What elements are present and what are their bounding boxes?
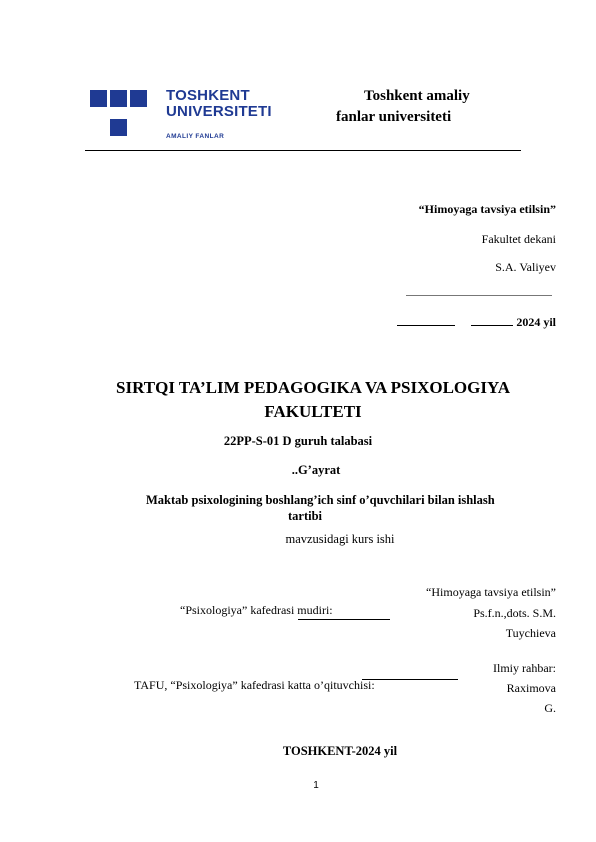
page-number: 1	[313, 780, 319, 791]
date-month-blank	[471, 316, 513, 326]
university-logo-icon	[90, 90, 148, 140]
city-year: TOSHKENT-2024 yil	[282, 744, 398, 758]
faculty-title: SIRTQI TA’LIM PEDAGOGIKA VA PSIXOLOGIYA FAKULTETI	[116, 378, 510, 421]
student-group: 22PP-S-01 D guruh talabasi	[223, 434, 373, 448]
approval-name: S.A. Valiyev	[495, 260, 556, 274]
logo-tagline: AMALIY FANLAR	[166, 133, 225, 140]
recommend-label: “Himoyaga tavsiya etilsin”	[426, 585, 556, 599]
approval-signature-line	[406, 295, 552, 296]
date-day-blank	[397, 316, 455, 326]
approval-position: Fakultet dekani	[481, 232, 556, 246]
topic-title: Maktab psixologining boshlang’ich sinf o’quvchilari bilan ishlash tartibi	[146, 493, 495, 523]
advisor-label: TAFU, “Psixologiya” kafedrasi katta o’qituvchisi:	[134, 678, 375, 692]
header-divider	[85, 150, 521, 151]
approval-date: 2024 yil	[397, 315, 556, 330]
logo-wordmark: TOSHKENT UNIVERSITETI	[166, 87, 272, 120]
student-name: ..G’ayrat	[291, 463, 341, 477]
department-head-name: Ps.f.n.,dots. S.M. Tuychieva	[473, 606, 556, 640]
department-head-label: “Psixologiya” kafedrasi mudiri:	[180, 603, 333, 617]
advisor-signature-line	[362, 679, 458, 680]
advisor-block: Ilmiy rahbar: Raximova G.	[493, 661, 556, 715]
department-head-signature-line	[298, 619, 390, 620]
university-name: Toshkent amaliy fanlar universiteti	[336, 88, 470, 125]
approval-title: “Himoyaga tavsiya etilsin”	[418, 202, 556, 216]
topic-subtitle: mavzusidagi kurs ishi	[285, 532, 395, 546]
